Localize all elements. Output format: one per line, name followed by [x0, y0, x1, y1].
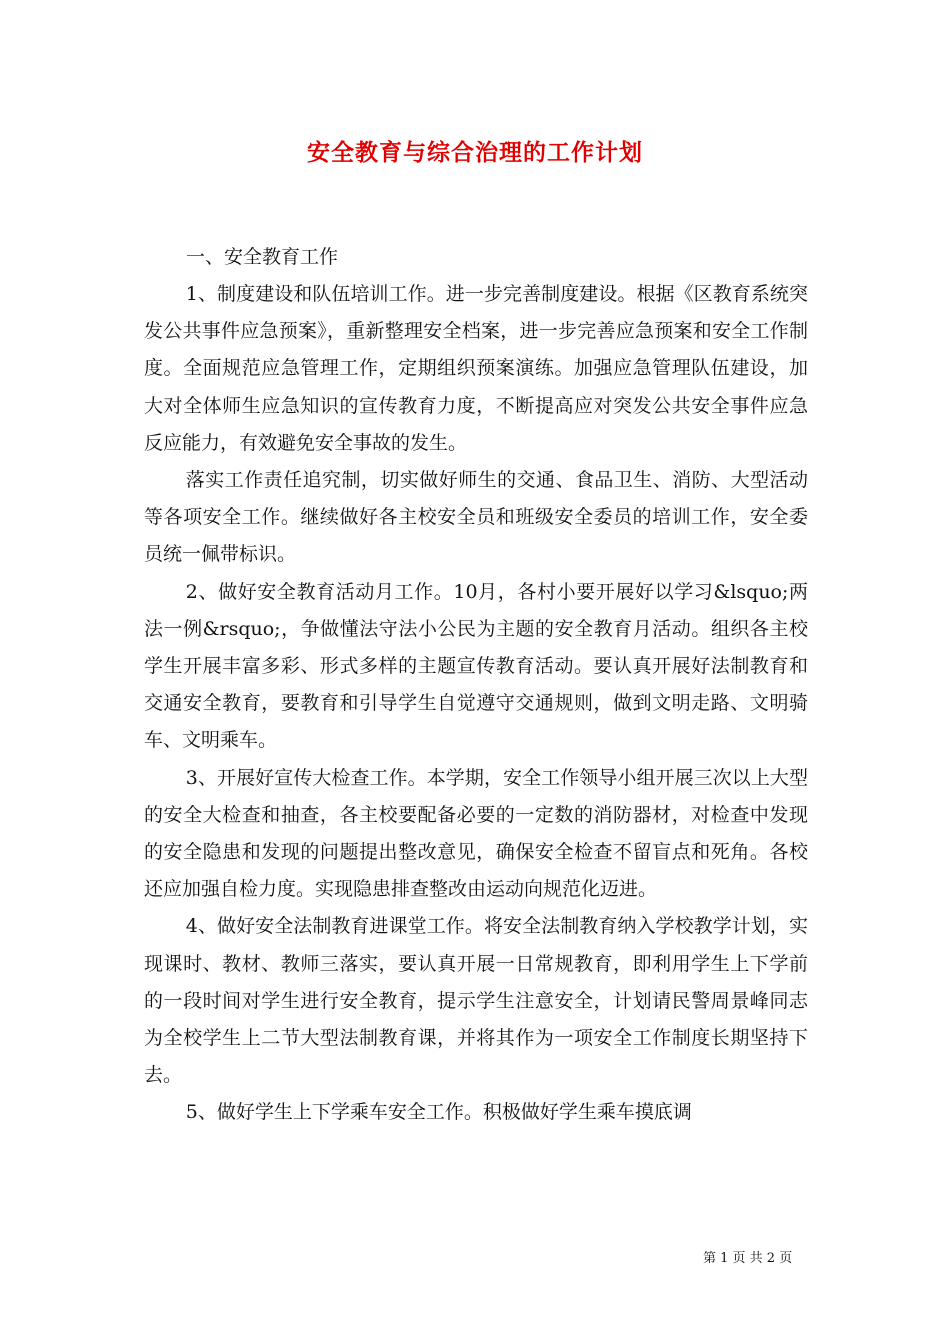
document-title: 安全教育与综合治理的工作计划 [307, 139, 643, 166]
paragraph-3: 2、做好安全教育活动月工作。10月，各村小要开展好以学习&lsquo;两法一例&rsquo;，争做懂法守法小公民为主题的安全教育月活动。组织各主校学生开展丰富多彩、形式多样的主题宣传教育活动。要认真开展好法制教育和交通安全教育，要教育和引导学生自觉遵守交通规则，做到文明走路、文明骑车、文明乘车。 [144, 580, 808, 752]
paragraph-2: 落实工作责任追究制，切实做好师生的交通、食品卫生、消防、大型活动等各项安全工作。继续做好各主校安全员和班级安全委员的培训工作，安全委员统一佩带标识。 [144, 469, 808, 566]
paragraph-6: 5、做好学生上下学乘车安全工作。积极做好学生乘车摸底调 [185, 1101, 692, 1124]
page-number: 第 1 页 共 2 页 [703, 1251, 793, 1266]
document-body [144, 238, 808, 1132]
section-heading: 一、安全教育工作 [186, 246, 339, 268]
paragraph-1: 1、制度建设和队伍培训工作。进一步完善制度建设。根据《区教育系统突发公共事件应急预案》，重新整理安全档案，进一步完善应急预案和安全工作制度。全面规范应急管理工作，定期组织预案演练。加强应急管理队伍建设，加大对全体师生应急知识的宣传教育力度，不断提高应对突发公共安全事件应急反应能力，有效避免安全事故的发生。 [144, 283, 808, 454]
paragraph-5: 4、做好安全法制教育进课堂工作。将安全法制教育纳入学校教学计划，实现课时、教材、教师三落实，要认真开展一日常规教育，即利用学生上下学前的一段时间对学生进行安全教育，提示学生注意安全，计划请民警周景峰同志为全校学生上二节大型法制教育课，并将其作为一项安全工作制度长期坚持下去。 [144, 915, 808, 1087]
paragraph-4: 3、开展好宣传大检查工作。本学期，安全工作领导小组开展三次以上大型的安全大检查和抽查，各主校要配备必要的一定数的消防器材，对检查中发现的安全隐患和发现的问题提出整改意见，确保安全检查不留盲点和死角。各校还应加强自检力度。实现隐患排查整改由运动向规范化迈进。 [144, 766, 808, 901]
